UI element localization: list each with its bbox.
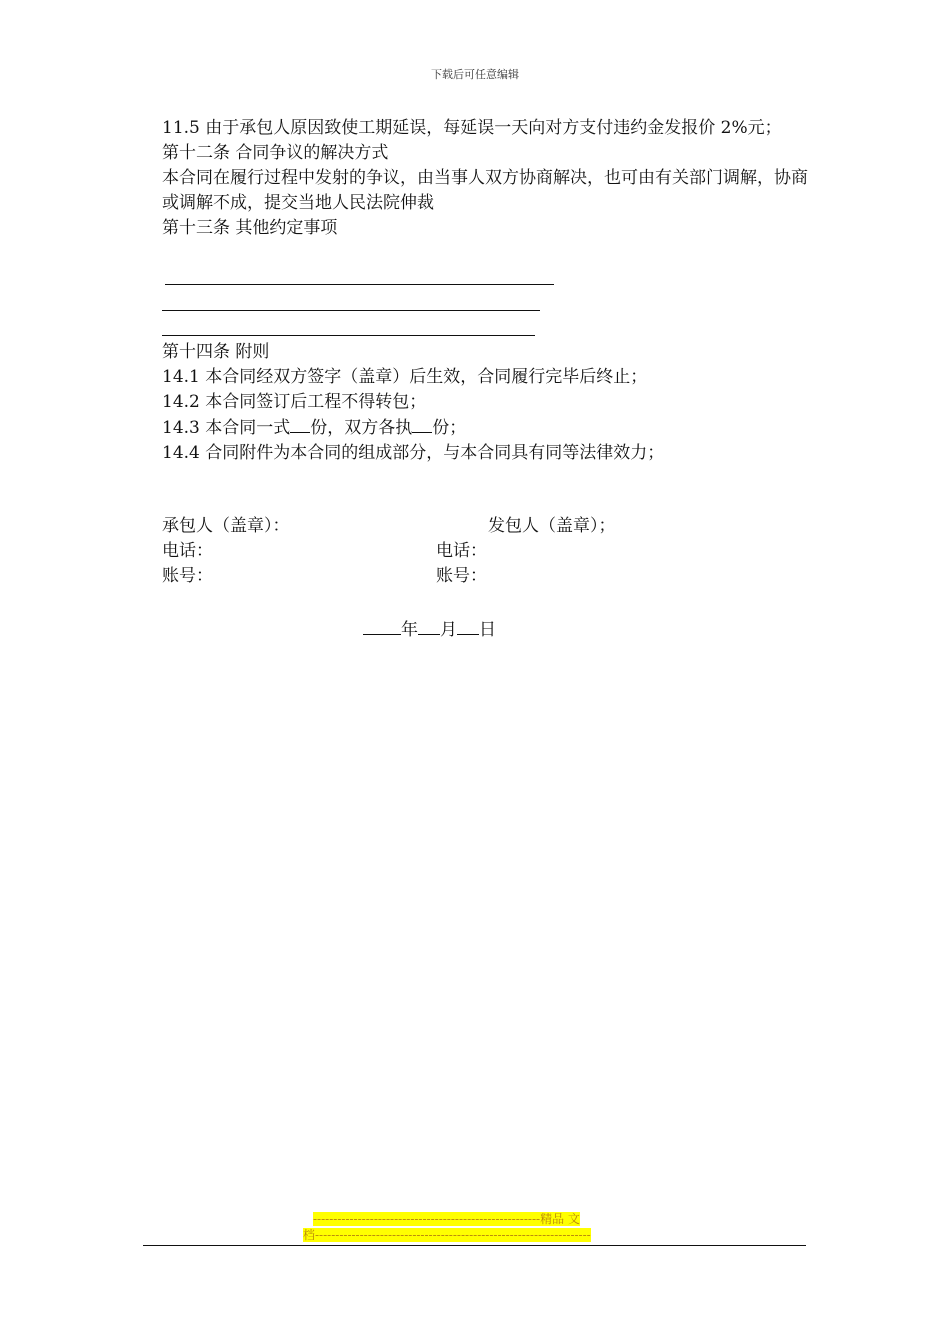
blank-line-2 (162, 310, 540, 311)
month-blank (418, 617, 440, 635)
clause-11-5: 11.5 由于承包人原因致使工期延误，每延误一天向对方支付违约金发报价 2%元； (162, 118, 782, 138)
clause-14-3 (162, 415, 812, 441)
clause-14-3-part-a: 14.3 本合同一式 (162, 418, 291, 438)
article-13-title: 第十三条 其他约定事项 (162, 218, 338, 238)
contract-body (162, 116, 812, 241)
contractor-seal-label: 承包人（盖章）： (162, 516, 290, 536)
employer-account-label: 账号： (436, 566, 487, 586)
header-note: 下载后可任意编辑 (431, 68, 519, 81)
contractor-phone-label: 电话： (162, 541, 213, 561)
clause-14-1: 14.1 本合同经双方签字（盖章）后生效，合同履行完毕后终止； (162, 367, 648, 387)
article-14-title: 第十四条 附则 (162, 342, 270, 362)
clause-14-4: 14.4 合同附件为本合同的组成部分，与本合同具有同等法律效力； (162, 443, 665, 463)
footer-line-1: --------------------------------------------------------精品 文 (313, 1212, 580, 1226)
day-blank (457, 617, 479, 635)
blank-line-3 (162, 335, 535, 336)
employer-phone-label: 电话： (436, 541, 487, 561)
year-blank (363, 617, 401, 635)
blank-line-1 (165, 284, 554, 285)
clause-14-2: 14.2 本合同签订后工程不得转包； (162, 392, 427, 412)
copies-each-blank (412, 415, 432, 433)
clause-14-3-part-b: 份，双方各执 (310, 418, 413, 438)
footer-line-2: 档-------------------------------------------------------------------- (303, 1228, 591, 1242)
copies-total-blank (290, 415, 310, 433)
month-label: 月 (440, 620, 457, 640)
article-12-text: 本合同在履行过程中发射的争议，由当事人双方协商解决，也可由有关部门调解，协商或调解不成，提交当地人民法院伸裁 (162, 168, 808, 213)
clause-14-3-part-c: 份； (432, 418, 467, 438)
employer-seal-label: 发包人（盖章）； (488, 516, 616, 536)
article-12-title: 第十二条 合同争议的解决方式 (162, 143, 389, 163)
contractor-account-label: 账号： (162, 566, 213, 586)
day-label: 日 (479, 620, 496, 640)
year-label: 年 (401, 620, 418, 640)
footer-rule (143, 1245, 806, 1246)
signing-date (363, 615, 496, 640)
article-14 (162, 340, 812, 466)
